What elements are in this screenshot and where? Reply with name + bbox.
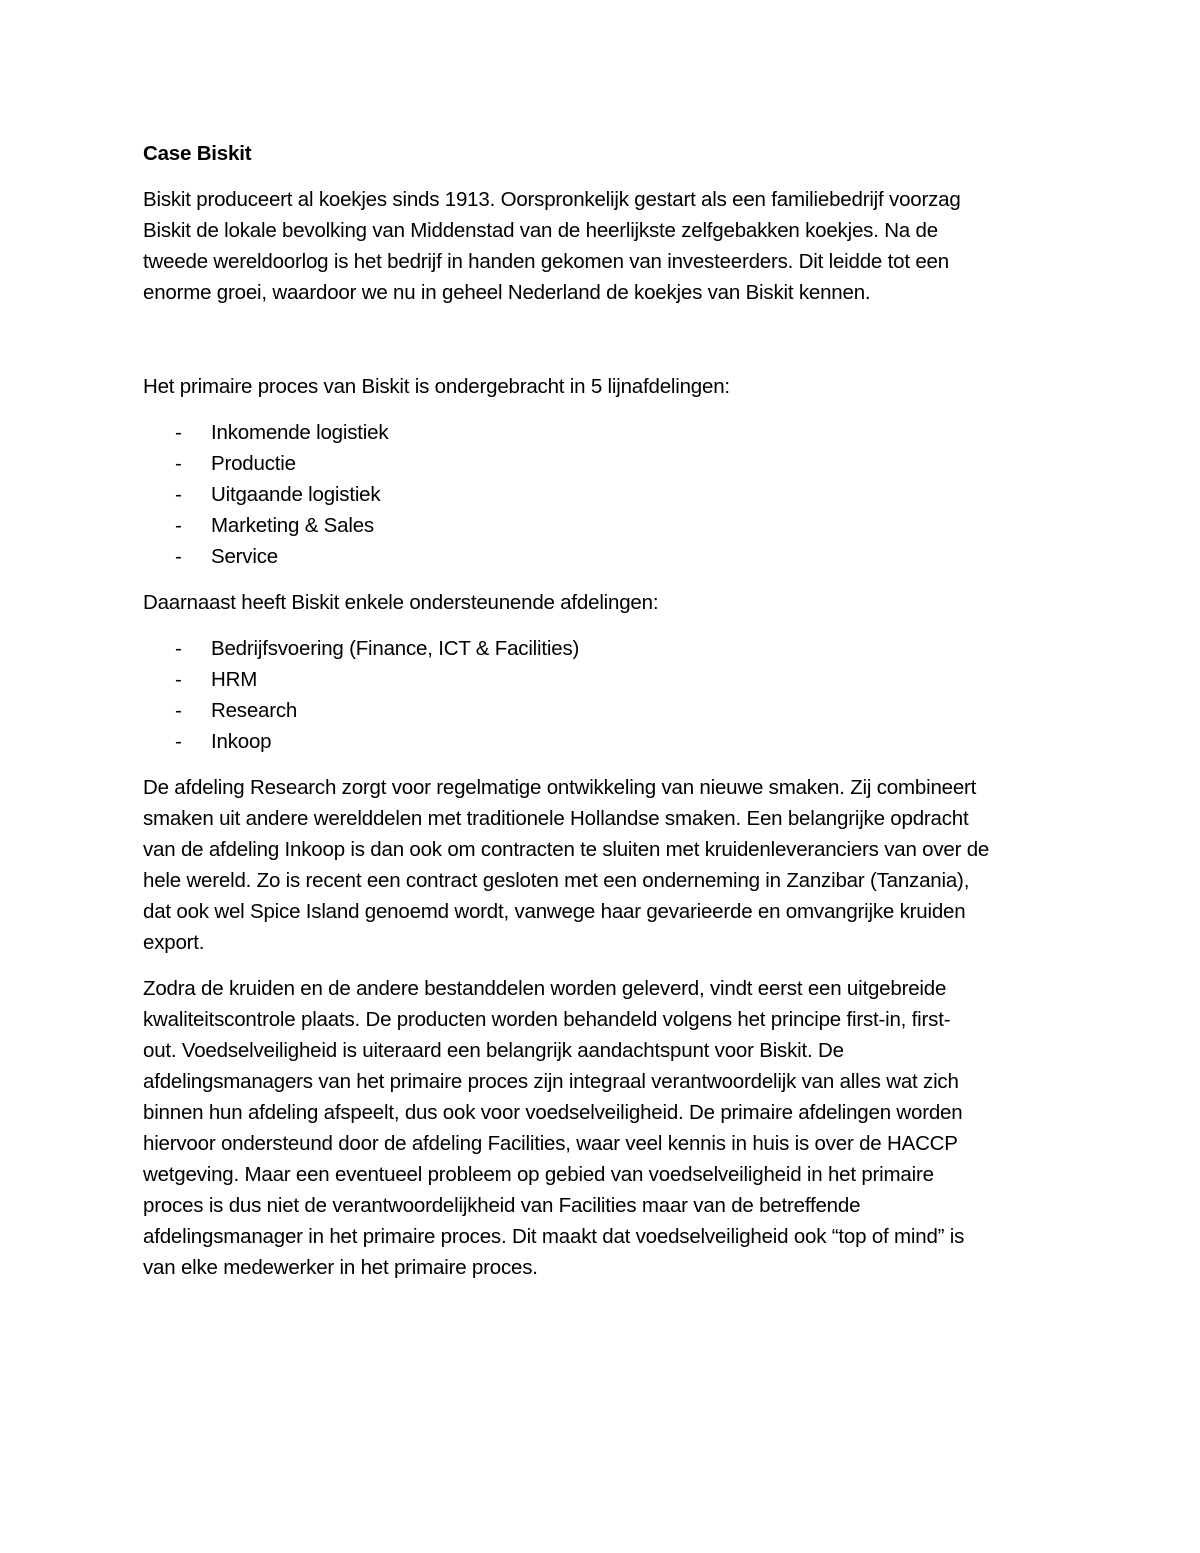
quality-line: afdelingsmanagers van het primaire proces zijn integraal verantwoordelijk van alles wat zich [143, 1070, 959, 1093]
primary-departments-list [143, 417, 1063, 572]
list-item-label: Uitgaande logistiek [211, 483, 381, 506]
research-line: export. [143, 931, 205, 954]
list-item-label: Productie [211, 452, 296, 475]
list-item [143, 726, 1063, 757]
list-item-label: Marketing & Sales [211, 514, 374, 537]
intro-line: Biskit de lokale bevolking van Middenstad van de heerlijkste zelfgebakken koekjes. Na de [143, 219, 938, 242]
list-item [143, 695, 1063, 726]
dash-bullet: - [175, 699, 182, 722]
dash-bullet: - [175, 730, 182, 753]
list-item-label: HRM [211, 668, 258, 691]
intro-paragraph [143, 184, 1063, 308]
spacer [143, 323, 1063, 371]
quality-line: binnen hun afdeling afspeelt, dus ook voor voedselveiligheid. De primaire afdelingen worden [143, 1101, 963, 1124]
list-item [143, 448, 1063, 479]
dash-bullet: - [175, 452, 182, 475]
dash-bullet: - [175, 545, 182, 568]
intro-line: Biskit produceert al koekjes sinds 1913. Oorspronkelijk gestart als een familiebedrijf voorzag [143, 188, 961, 211]
research-line: hele wereld. Zo is recent een contract gesloten met een onderneming in Zanzibar (Tanzania), [143, 869, 970, 892]
list-item [143, 633, 1063, 664]
document-title: Case Biskit [143, 142, 252, 165]
dash-bullet: - [175, 514, 182, 537]
primary-heading: Het primaire proces van Biskit is ondergebracht in 5 lijnafdelingen: [143, 375, 730, 398]
quality-line: van elke medewerker in het primaire proces. [143, 1256, 538, 1279]
research-line: De afdeling Research zorgt voor regelmatige ontwikkeling van nieuwe smaken. Zij combineert [143, 776, 977, 799]
support-departments-list [143, 633, 1063, 757]
intro-line: tweede wereldoorlog is het bedrijf in handen gekomen van investeerders. Dit leidde tot een [143, 250, 949, 273]
list-item-label: Research [211, 699, 298, 722]
document-page [143, 138, 1063, 1298]
dash-bullet: - [175, 637, 182, 660]
list-item [143, 541, 1063, 572]
intro-line: enorme groei, waardoor we nu in geheel Nederland de koekjes van Biskit kennen. [143, 281, 871, 304]
quality-line: hiervoor ondersteund door de afdeling Facilities, waar veel kennis in huis is over de HACCP [143, 1132, 958, 1155]
dash-bullet: - [175, 668, 182, 691]
dash-bullet: - [175, 421, 182, 444]
dash-bullet: - [175, 483, 182, 506]
list-item [143, 417, 1063, 448]
quality-line: kwaliteitscontrole plaats. De producten worden behandeld volgens het principe first-in, first- [143, 1008, 951, 1031]
list-item-label: Inkomende logistiek [211, 421, 389, 444]
quality-line: Zodra de kruiden en de andere bestanddelen worden geleverd, vindt eerst een uitgebreide [143, 977, 947, 1000]
quality-line: proces is dus niet de verantwoordelijkheid van Facilities maar van de betreffende [143, 1194, 861, 1217]
list-item [143, 479, 1063, 510]
quality-paragraph [143, 973, 1063, 1283]
quality-line: afdelingsmanager in het primaire proces. Dit maakt dat voedselveiligheid ook “top of mind” is [143, 1225, 965, 1248]
quality-line: wetgeving. Maar een eventueel probleem op gebied van voedselveiligheid in het primaire [143, 1163, 934, 1186]
list-item-label: Service [211, 545, 278, 568]
research-line: dat ook wel Spice Island genoemd wordt, vanwege haar gevarieerde en omvangrijke kruiden [143, 900, 966, 923]
list-item-label: Inkoop [211, 730, 272, 753]
list-item [143, 664, 1063, 695]
support-heading: Daarnaast heeft Biskit enkele ondersteunende afdelingen: [143, 591, 659, 614]
quality-line: out. Voedselveiligheid is uiteraard een belangrijk aandachtspunt voor Biskit. De [143, 1039, 844, 1062]
research-line: van de afdeling Inkoop is dan ook om contracten te sluiten met kruidenleveranciers van over de [143, 838, 990, 861]
research-paragraph [143, 772, 1063, 958]
research-line: smaken uit andere werelddelen met traditionele Hollandse smaken. Een belangrijke opdracht [143, 807, 969, 830]
list-item-label: Bedrijfsvoering (Finance, ICT & Facilities) [211, 637, 580, 660]
list-item [143, 510, 1063, 541]
